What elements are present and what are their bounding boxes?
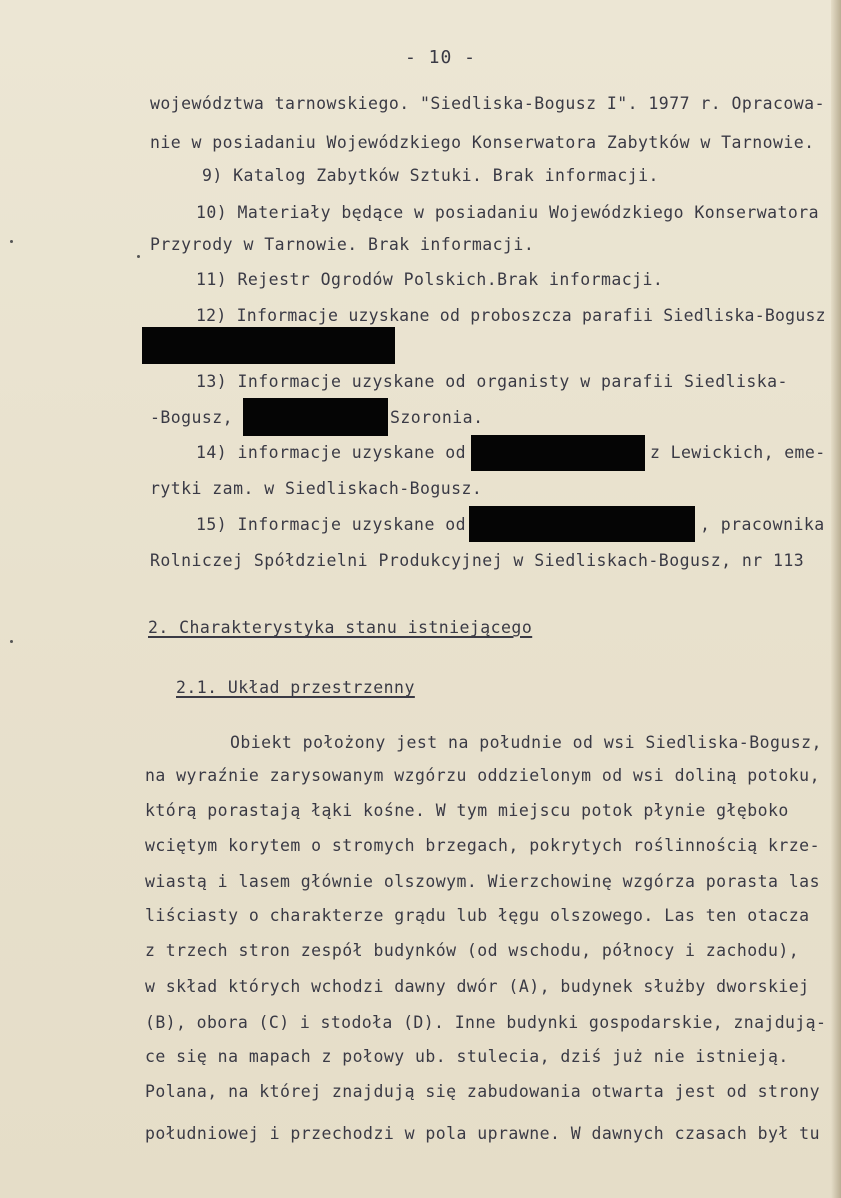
page-edge-shadow — [831, 0, 841, 1198]
body-line: z trzech stron zespół budynków (od wschodu, północy i zachodu), — [145, 941, 800, 960]
body-line: wciętym korytem o stromych brzegach, pokrytych roślinnością krze- — [145, 836, 820, 855]
body-line: Obiekt położony jest na południe od wsi Siedliska-Bogusz, — [230, 733, 822, 752]
paper-speck — [10, 240, 13, 243]
paper-speck — [10, 640, 13, 643]
redaction-bar — [469, 506, 695, 542]
body-line: południowej i przechodzi w pola uprawne. W dawnych czasach był tu — [145, 1124, 820, 1143]
text-line: 14) informacje uzyskane od — [196, 443, 466, 462]
section-heading: 2. Charakterystyka stanu istniejącego — [148, 618, 533, 637]
text-line: 15) Informacje uzyskane od — [196, 515, 466, 534]
body-line: liściasty o charakterze grądu lub łęgu olszowego. Las ten otacza — [145, 906, 810, 925]
body-line: którą porastają łąki kośne. W tym miejscu potok płynie głęboko — [145, 801, 789, 820]
text-line: 9) Katalog Zabytków Sztuki. Brak informacji. — [202, 166, 659, 185]
text-line: Rolniczej Spółdzielni Produkcyjnej w Siedliskach-Bogusz, nr 113 — [150, 551, 805, 570]
text-line: 13) Informacje uzyskane od organisty w parafii Siedliska- — [196, 372, 788, 391]
body-line: Polana, na której znajdują się zabudowania otwarta jest od strony — [145, 1082, 820, 1101]
text-line: z Lewickich, eme- — [650, 443, 826, 462]
text-line: 12) Informacje uzyskane od proboszcza parafii Siedliska-Bogusz — [196, 306, 826, 325]
text-line: 11) Rejestr Ogrodów Polskich.Brak informacji. — [196, 270, 664, 289]
redaction-bar — [243, 398, 388, 436]
redaction-bar — [142, 327, 395, 364]
text-line: , pracownika — [700, 515, 825, 534]
body-line: (B), obora (C) i stodoła (D). Inne budynki gospodarskie, znajdują- — [145, 1013, 827, 1032]
text-line: Szoronia. — [390, 408, 484, 427]
body-line: ce się na mapach z połowy ub. stulecia, dziś już nie istnieją. — [145, 1047, 789, 1066]
text-line: rytki zam. w Siedliskach-Bogusz. — [150, 479, 483, 498]
paper-speck — [137, 255, 140, 258]
body-line: w skład których wchodzi dawny dwór (A), budynek służby dworskiej — [145, 977, 810, 996]
page-number: - 10 - — [405, 47, 477, 68]
body-line: na wyraźnie zarysowanym wzgórzu oddzielonym od wsi doliną potoku, — [145, 766, 820, 785]
text-line: 10) Materiały będące w posiadaniu Wojewódzkiego Konserwatora — [196, 203, 820, 222]
redaction-bar — [471, 435, 645, 471]
text-line: -Bogusz, — [150, 408, 234, 427]
text-line: nie w posiadaniu Wojewódzkiego Konserwatora Zabytków w Tarnowie. — [150, 133, 815, 152]
body-line: wiastą i lasem głównie olszowym. Wierzchowinę wzgórza porasta las — [145, 872, 820, 891]
subsection-heading: 2.1. Układ przestrzenny — [176, 678, 415, 697]
text-line: Przyrody w Tarnowie. Brak informacji. — [150, 235, 535, 254]
text-line: województwa tarnowskiego. "Siedliska-Bogusz I". 1977 r. Opracowa- — [150, 94, 825, 113]
